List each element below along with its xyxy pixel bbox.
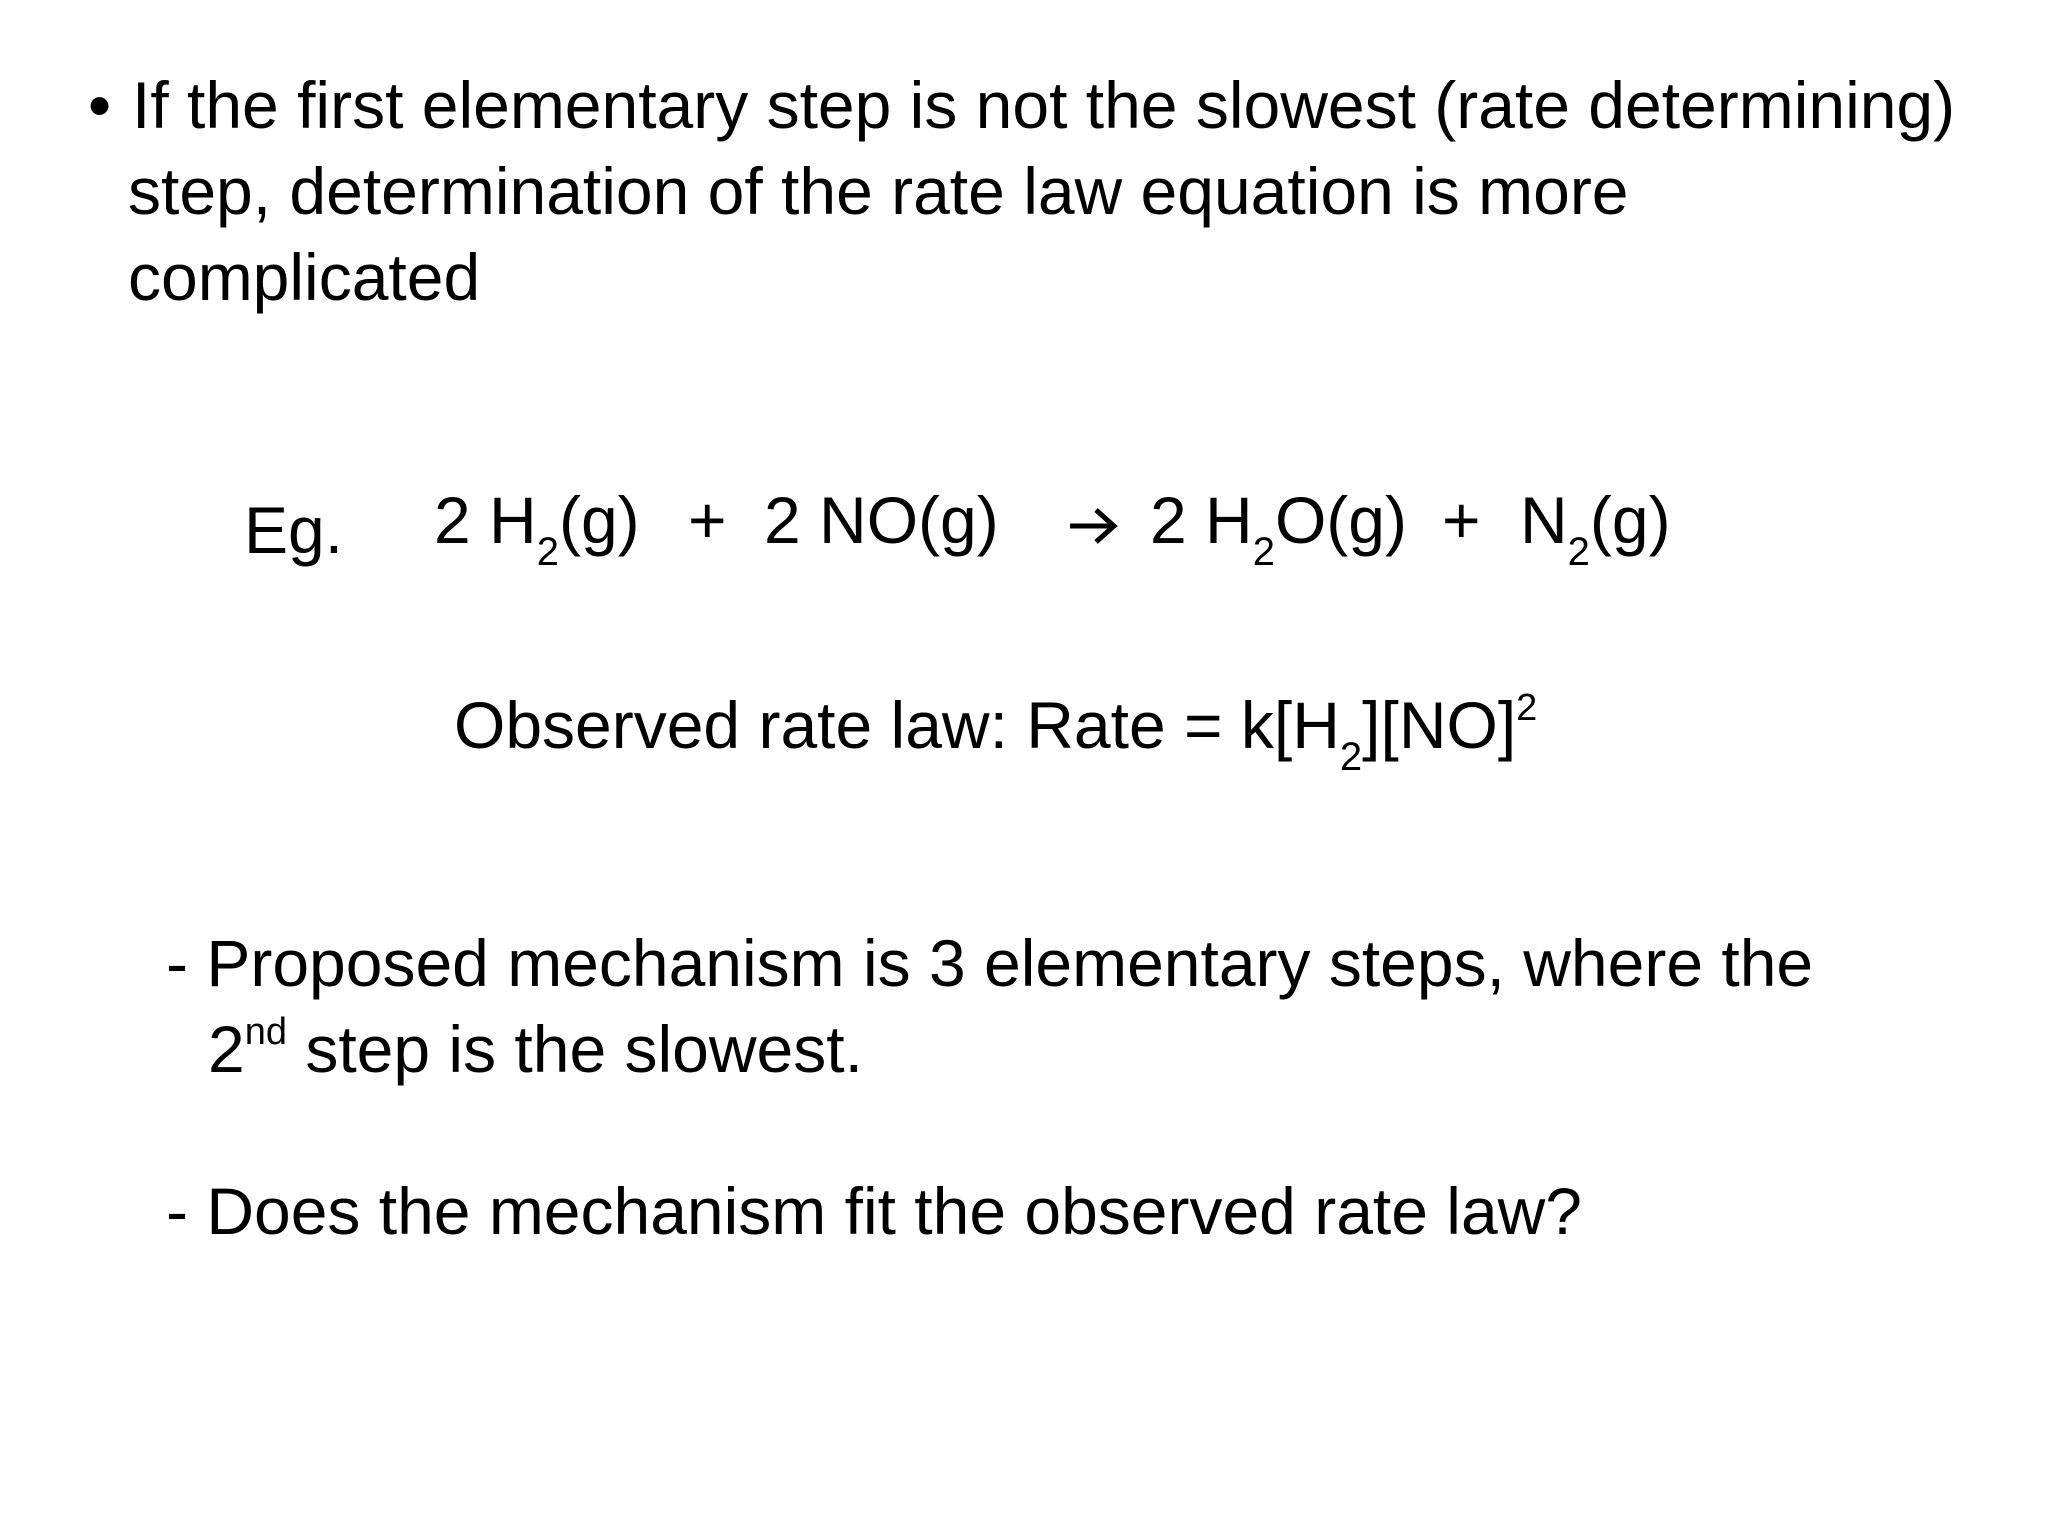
product-h2o-base: 2 H [1150, 483, 1253, 557]
plus-sign-2: + [1442, 483, 1481, 557]
reactant-h2-base: 2 H [434, 483, 537, 557]
reactant-h2 [434, 470, 640, 574]
rate-law-prefix: Observed rate law: Rate = k[H [454, 688, 1340, 762]
question-line [166, 1168, 2016, 1254]
reactant-h2-state: (g) [558, 483, 640, 557]
product-h2o [1150, 470, 1407, 574]
rate-law-exponent: 2 [1516, 687, 1538, 729]
dash-marker: - [166, 926, 188, 1000]
mechanism-text-1: Proposed mechanism is 3 elementary steps, where the [206, 926, 1814, 1000]
right-arrow-icon [1066, 470, 1120, 570]
mechanism-point [166, 920, 2016, 1092]
product-n2-base: N [1520, 483, 1568, 557]
observed-rate-law [454, 675, 1538, 779]
reactant-h2-subscript: 2 [536, 530, 559, 574]
product-n2-state: (g) [1589, 483, 1671, 557]
rate-law-h2-subscript: 2 [1339, 735, 1363, 779]
bullet-line-1 [88, 62, 2038, 148]
ordinal-number: 2 [208, 1012, 245, 1086]
bullet-dot: • [88, 68, 112, 142]
arrow-svg [1066, 506, 1120, 546]
question-point [166, 1168, 2016, 1254]
reactant-no: 2 NO(g) [764, 483, 999, 557]
plus-sign-1: + [688, 483, 727, 557]
product-h2o-rest: O(g) [1274, 483, 1407, 557]
mechanism-line-1 [166, 920, 2016, 1006]
question-text: Does the mechanism fit the observed rate law? [206, 1174, 1583, 1248]
product-h2o-subscript: 2 [1252, 530, 1275, 574]
mechanism-text-2: step is the slowest. [287, 1012, 863, 1086]
mechanism-line-2 [166, 1006, 2016, 1092]
product-n2 [1520, 470, 1671, 574]
bullet-text-2: step, determination of the rate law equation is more [128, 154, 1629, 228]
chemical-equation [0, 470, 2048, 574]
bullet-text-1: If the first elementary step is not the slowest (rate determining) [132, 68, 1956, 142]
intro-bullet [88, 62, 2038, 320]
dash-marker: - [166, 1174, 188, 1248]
ordinal-suffix: nd [244, 1011, 287, 1053]
rate-law-middle: ][NO] [1362, 688, 1517, 762]
bullet-text-3: complicated [128, 240, 481, 314]
product-n2-subscript: 2 [1567, 530, 1590, 574]
equation-label: Eg. [244, 493, 344, 567]
